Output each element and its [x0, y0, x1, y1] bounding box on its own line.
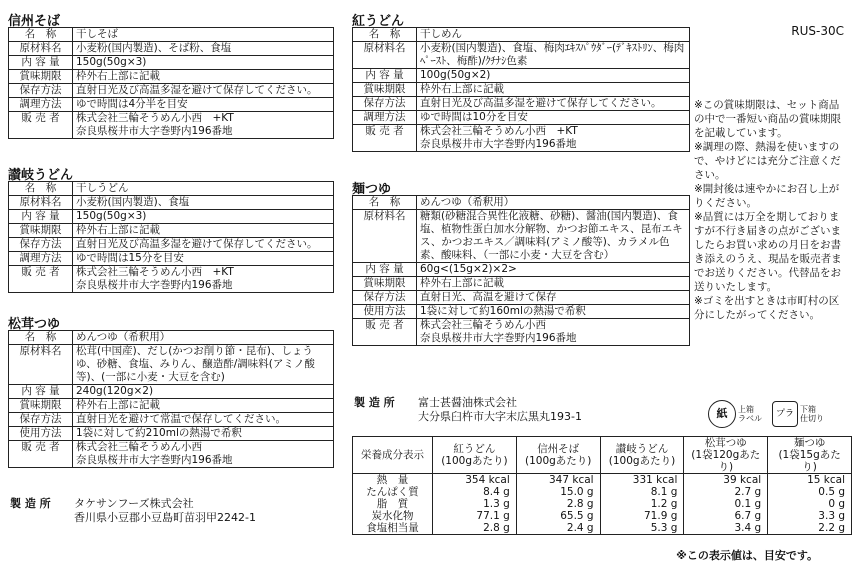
- mentsuyu-title: 麺つゆ: [352, 182, 392, 197]
- label-row: [9, 182, 334, 196]
- beni-title: 紅うどん: [352, 14, 405, 29]
- label-value: 240g(120g×2): [73, 385, 334, 399]
- label-row: [9, 441, 334, 468]
- label-key: 内 容 量: [9, 56, 73, 70]
- label-row: [9, 399, 334, 413]
- nutrition-column-header: 麺つゆ (1袋15gあたり): [768, 437, 852, 474]
- nutrition-cell: 3.4 g: [684, 522, 768, 535]
- note-item: ※開封後は速やかにお召し上がりください。: [694, 183, 840, 209]
- label-value: 枠外右上部に記載: [73, 70, 334, 84]
- label-row: [353, 28, 690, 42]
- nutrition-row: [353, 498, 852, 510]
- label-row: [353, 69, 690, 83]
- label-value: 150g(50g×3): [73, 56, 334, 70]
- label-value: 150g(50g×3): [73, 210, 334, 224]
- sanuki-title: 讃岐うどん: [8, 168, 74, 183]
- nutrition-row: [353, 522, 852, 535]
- label-key: 販 売 者: [9, 112, 73, 139]
- label-row: [353, 263, 690, 277]
- label-key: 内 容 量: [9, 385, 73, 399]
- label-key: 名 称: [9, 182, 73, 196]
- label-value: 株式会社三輪そうめん小西 +KT 奈良県桜井市大字巻野内196番地: [73, 112, 334, 139]
- label-row: [9, 266, 334, 293]
- nutrition-cell: 15 kcal: [768, 474, 852, 487]
- nutrition-row-label: 炭水化物: [353, 510, 433, 522]
- label-row: [9, 413, 334, 427]
- nutrition-cell: 0 g: [768, 498, 852, 510]
- label-key: 調理方法: [353, 111, 417, 125]
- label-row: [9, 42, 334, 56]
- label-value: めんつゆ（希釈用）: [417, 196, 690, 210]
- label-row: [9, 238, 334, 252]
- matsutake-label-table: [8, 330, 334, 468]
- label-row: [353, 83, 690, 97]
- label-value: 枠外右上部に記載: [73, 224, 334, 238]
- nutrition-cell: 39 kcal: [684, 474, 768, 487]
- label-key: 使用方法: [9, 427, 73, 441]
- nutrition-cell: 2.8 g: [516, 498, 600, 510]
- nutrition-row: [353, 510, 852, 522]
- label-key: 内 容 量: [353, 69, 417, 83]
- shinshu-label-table: [8, 27, 334, 139]
- label-key: 販 売 者: [9, 441, 73, 468]
- label-value: 小麦粉(国内製造)、そば粉、食塩: [73, 42, 334, 56]
- label-value: 枠外右上部に記載: [73, 399, 334, 413]
- label-row: [9, 331, 334, 345]
- label-value: 枠外右上部に記載: [417, 277, 690, 291]
- label-key: 内 容 量: [9, 210, 73, 224]
- note-item: ※調理の際、熱湯を使いますので、やけどには充分ご注意ください。: [694, 141, 841, 181]
- label-key: 調理方法: [9, 252, 73, 266]
- label-key: 調理方法: [9, 98, 73, 112]
- label-row: [353, 196, 690, 210]
- nutrition-cell: 8.1 g: [600, 486, 684, 498]
- label-value: めんつゆ（希釈用）: [73, 331, 334, 345]
- label-value: 直射日光及び高温多湿を避けて保存してください。: [73, 84, 334, 98]
- label-key: 保存方法: [353, 291, 417, 305]
- label-key: 内 容 量: [353, 263, 417, 277]
- label-row: [353, 125, 690, 152]
- matsutake-title: 松茸つゆ: [8, 317, 61, 332]
- label-row: [353, 277, 690, 291]
- label-key: 賞味期限: [353, 277, 417, 291]
- label-row: [9, 345, 334, 385]
- label-value: ゆで時間は4分半を目安: [73, 98, 334, 112]
- label-value: ゆで時間は15分を目安: [73, 252, 334, 266]
- label-row: [9, 98, 334, 112]
- label-row: [9, 224, 334, 238]
- label-value: 直射日光、高温を避けて保存: [417, 291, 690, 305]
- label-value: 株式会社三輪そうめん小西 奈良県桜井市大字巻野内196番地: [417, 319, 690, 346]
- nutrition-row-label: たんぱく質: [353, 486, 433, 498]
- product-code: RUS-30C: [791, 24, 844, 38]
- label-key: 保存方法: [9, 84, 73, 98]
- nutrition-row: [353, 486, 852, 498]
- label-row: [9, 196, 334, 210]
- nutrition-cell: 0.5 g: [768, 486, 852, 498]
- nutrition-cell: 1.2 g: [600, 498, 684, 510]
- label-value: 60g<(15g×2)×2>: [417, 263, 690, 277]
- label-value: 松茸(中国産)、だし(かつお削り節・昆布)、しょうゆ、砂糖、食塩、みりん、醸造酢/調味料(アミノ酸等)、(一部に小麦・大豆を含む): [73, 345, 334, 385]
- nutrition-cell: 2.2 g: [768, 522, 852, 535]
- label-value: 小麦粉(国内製造)、食塩: [73, 196, 334, 210]
- notes-block: [694, 98, 842, 322]
- label-key: 名 称: [353, 196, 417, 210]
- recycle-marks: [708, 400, 824, 428]
- label-row: [9, 56, 334, 70]
- label-value: 枠外右上部に記載: [417, 83, 690, 97]
- label-value: 干しそば: [73, 28, 334, 42]
- label-key: 販 売 者: [9, 266, 73, 293]
- nutrition-cell: 354 kcal: [433, 474, 517, 487]
- mentsuyu-label-table: [352, 195, 690, 346]
- label-value: 小麦粉(国内製造)、食塩、梅肉ｴｷｽﾊﾟｳﾀﾞｰ(ﾃﾞｷｽﾄﾘﾝ、梅肉ﾍﾟｰｽﾄ、梅酢)/ｸﾁﾅｼ色素: [417, 42, 690, 69]
- label-key: 名 称: [9, 331, 73, 345]
- nutrition-cell: 0.1 g: [684, 498, 768, 510]
- nutrition-cell: 331 kcal: [600, 474, 684, 487]
- nutrition-cell: 6.7 g: [684, 510, 768, 522]
- label-row: [353, 42, 690, 69]
- label-row: [353, 291, 690, 305]
- label-key: 賞味期限: [9, 224, 73, 238]
- label-row: [9, 84, 334, 98]
- label-value: 株式会社三輪そうめん小西 +KT 奈良県桜井市大字巻野内196番地: [417, 125, 690, 152]
- mentsuyu-maker: 富士甚醤油株式会社 大分県臼杵市大字末広黒丸193-1: [418, 396, 582, 423]
- label-value: 直射日光及び高温多湿を避けて保存してください。: [73, 238, 334, 252]
- label-key: 使用方法: [353, 305, 417, 319]
- label-value: 1袋に対して約160mlの熱湯で希釈: [417, 305, 690, 319]
- nutrition-cell: 15.0 g: [516, 486, 600, 498]
- nutrition-cell: 2.7 g: [684, 486, 768, 498]
- sanuki-label-table: [8, 181, 334, 293]
- nutrition-table: [352, 436, 852, 535]
- label-value: 干しめん: [417, 28, 690, 42]
- nutrition-cell: 2.4 g: [516, 522, 600, 535]
- nutrition-cell: 1.3 g: [433, 498, 517, 510]
- label-row: [9, 112, 334, 139]
- label-key: 保存方法: [9, 238, 73, 252]
- label-key: 賞味期限: [9, 399, 73, 413]
- label-value: ゆで時間は10分を目安: [417, 111, 690, 125]
- nutrition-row-label: 食塩相当量: [353, 522, 433, 535]
- nutrition-row: [353, 474, 852, 487]
- label-row: [353, 111, 690, 125]
- label-row: [9, 70, 334, 84]
- nutrition-cell: 65.5 g: [516, 510, 600, 522]
- label-value: 直射日光を避けて常温で保存してください。: [73, 413, 334, 427]
- label-key: 販 売 者: [353, 319, 417, 346]
- matsutake-maker: タケサンフーズ株式会社 香川県小豆郡小豆島町苗羽甲2242-1: [74, 497, 256, 524]
- nutrition-cell: 2.8 g: [433, 522, 517, 535]
- label-key: 原材料名: [353, 42, 417, 69]
- label-value: 1袋に対して約210mlの熱湯で希釈: [73, 427, 334, 441]
- label-key: 原材料名: [9, 345, 73, 385]
- nutrition-footer: ※この表示値は、目安です。: [676, 549, 818, 562]
- label-value: 糖類(砂糖混合異性化液糖、砂糖)、醤油(国内製造)、食塩、植物性蛋白加水分解物、かつお節エキス、昆布エキス、かつおエキス／調味料(アミノ酸等)、カラメル色素、酸味料、（一部に小麦・大豆を含む）: [417, 210, 690, 263]
- nutrition-cell: 5.3 g: [600, 522, 684, 535]
- beni-label-table: [352, 27, 690, 152]
- shinshu-title: 信州そば: [8, 14, 61, 29]
- nutrition-row-label: 脂 質: [353, 498, 433, 510]
- nutrition-cell: 8.4 g: [433, 486, 517, 498]
- paper-recycle-icon: 紙 上箱 ラベル: [708, 400, 762, 428]
- label-value: 株式会社三輪そうめん小西 奈良県桜井市大字巻野内196番地: [73, 441, 334, 468]
- label-key: 名 称: [9, 28, 73, 42]
- label-row: [9, 210, 334, 224]
- label-key: 賞味期限: [9, 70, 73, 84]
- label-key: 原材料名: [353, 210, 417, 263]
- label-key: 賞味期限: [353, 83, 417, 97]
- matsutake-maker-label: 製 造 所: [10, 497, 51, 510]
- label-value: 干しうどん: [73, 182, 334, 196]
- nutrition-column-header: 信州そば (100gあたり): [516, 437, 600, 474]
- label-key: 名 称: [353, 28, 417, 42]
- label-key: 保存方法: [353, 97, 417, 111]
- nutrition-column-header: 紅うどん (100gあたり): [433, 437, 517, 474]
- nutrition-corner: 栄養成分表示: [353, 437, 433, 474]
- label-key: 原材料名: [9, 196, 73, 210]
- nutrition-cell: 71.9 g: [600, 510, 684, 522]
- nutrition-cell: 3.3 g: [768, 510, 852, 522]
- label-row: [9, 252, 334, 266]
- label-key: 販 売 者: [353, 125, 417, 152]
- label-row: [353, 210, 690, 263]
- label-value: 100g(50g×2): [417, 69, 690, 83]
- label-row: [353, 305, 690, 319]
- label-row: [9, 385, 334, 399]
- note-item: ※この賞味期限は、セット商品の中で一番短い商品の賞味期限を記載しています。: [694, 99, 841, 139]
- nutrition-column-header: 松茸つゆ (1袋120gあたり): [684, 437, 768, 474]
- nutrition-row-label: 熱 量: [353, 474, 433, 487]
- note-item: ※品質には万全を期しておりますが不行き届きの点がございましたらお買い求めの月日をお書き添えのうえ、現品を販売者までお送りください。代替品をお送りいたします。: [694, 211, 842, 293]
- label-key: 原材料名: [9, 42, 73, 56]
- nutrition-column-header: 讃岐うどん (100gあたり): [600, 437, 684, 474]
- note-item: ※ゴミを出すときは市町村の区分にしたがってください。: [694, 295, 840, 321]
- label-row: [353, 319, 690, 346]
- label-key: 保存方法: [9, 413, 73, 427]
- label-row: [353, 97, 690, 111]
- label-value: 直射日光及び高温多湿を避けて保存してください。: [417, 97, 690, 111]
- label-value: 株式会社三輪そうめん小西 +KT 奈良県桜井市大字巻野内196番地: [73, 266, 334, 293]
- label-row: [9, 28, 334, 42]
- mentsuyu-maker-label: 製 造 所: [354, 396, 395, 409]
- plastic-recycle-icon: プラ 下箱 仕切り: [772, 401, 824, 427]
- nutrition-cell: 347 kcal: [516, 474, 600, 487]
- label-row: [9, 427, 334, 441]
- nutrition-cell: 77.1 g: [433, 510, 517, 522]
